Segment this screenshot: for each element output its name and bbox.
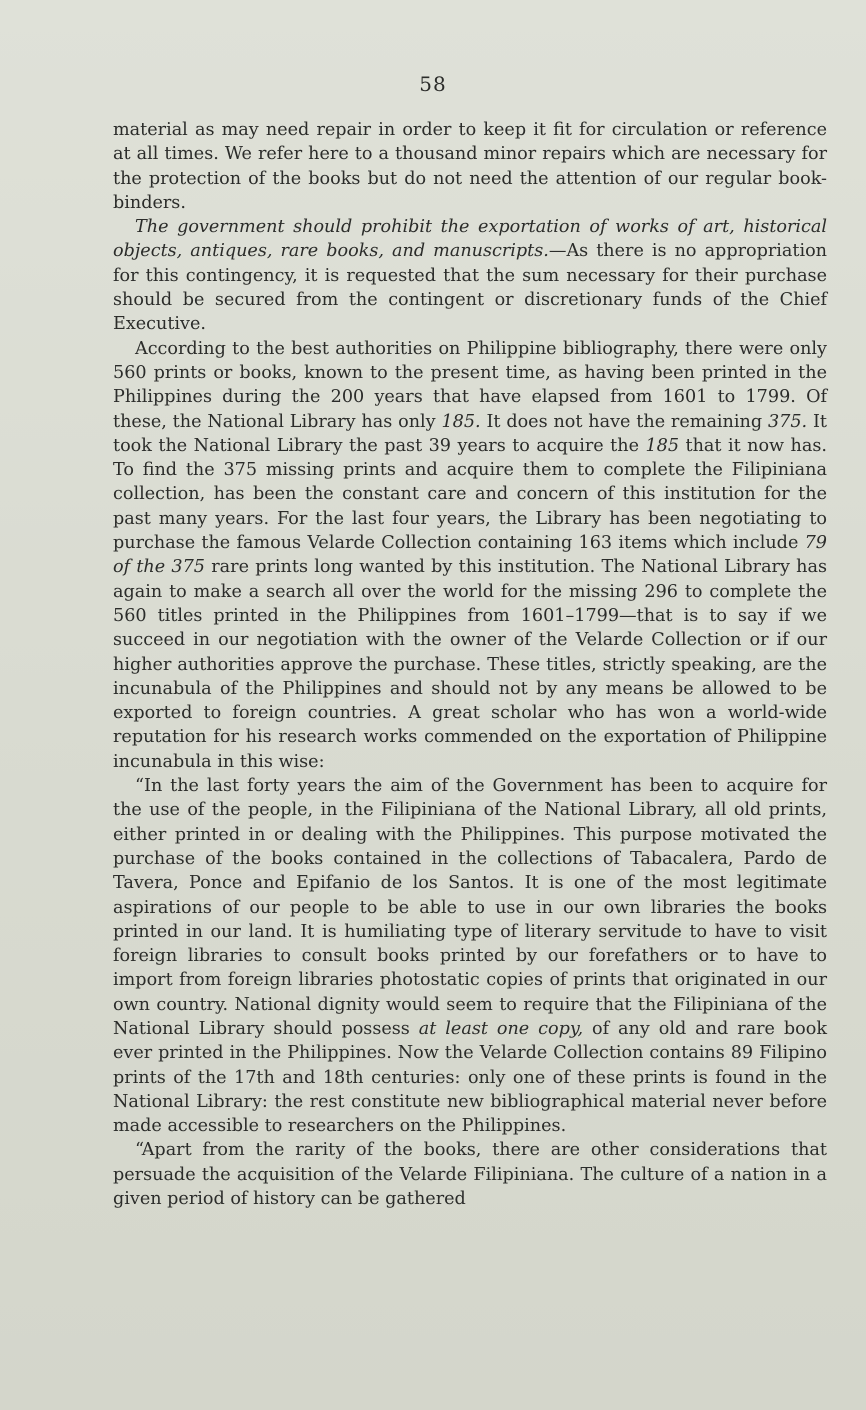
body-text (113, 118, 827, 1211)
paragraph (113, 774, 827, 1138)
paragraph (113, 215, 827, 336)
text-segment: —As there is no appropriation for this contingency, it is requested that the sum necessary for their purchase should be secured from the contingent or discretionary funds of the Chief Executive. (113, 241, 827, 335)
italic-number: 375. (767, 411, 808, 432)
paragraph (113, 1138, 827, 1211)
italic-number: 185 (645, 435, 680, 456)
text-segment: material as may need repair in order to keep it fit for circulation or reference at all times. We refer here to a thousand minor repairs which are necessary for the protection of the books but do not need the attention of our regular book-binders. (113, 120, 827, 213)
text-segment: “In the last forty years the aim of the Government has been to acquire for the use of the people, in the Filipiniana of the National Library, all old prints, either printed in or dealing with the Philippines. This purpose motivated the purchase of the books contained in the collections of Tabacalera, Pardo de Tavera, Ponce and Epifanio de los Santos. It is one of the most legitimate aspirations of our people to be able to use in our own libraries the books printed in our land. It is humiliating type of literary servitude to have to visit foreign libraries to consult books printed by our forefathers or to have to import from foreign libraries photostatic copies of prints that originated in our own country. National dignity would seem to require that the Filipiniana of the National Library should possess (113, 776, 827, 1039)
text-segment: that it now has. To find the 375 missing prints and acquire them to complete the Filipiniana collection, has been the constant care and concern of this institution for the past many years. For the last four years, the Library has been negotiating to purchase the famous Velarde Collection containing 163 items which include (113, 435, 827, 554)
italic-heading: The government should prohibit the exportation of works of art, historical objects, antiques, rare books, and manuscripts. (113, 217, 827, 262)
text-segment: “Apart from the rarity of the books, there are other considerations that persuade the acquisition of the Velarde Filipiniana. The culture of a nation in a given period of history can be gathered (113, 1140, 827, 1210)
text-segment: It does not have the remaining (480, 411, 768, 432)
text-segment: It took the National Library the past 39 years to acquire the (113, 411, 827, 456)
italic-phrase: at least one copy, (418, 1018, 584, 1039)
text-segment: of any old and rare book ever printed in the Philippines. Now the Velarde Collection contains 89 Filipino prints of the 17th and 18th centuries: only one of these prints is found in the National Library: the rest constitute new bibliographical material never before made accessible to researchers on the Philippines. (113, 1018, 827, 1137)
paragraph (113, 337, 827, 774)
text-segment: According to the best authorities on Philippine bibliography, there were only 560 prints or books, known to the present time, as having been printed in the Philippines during the 200 years that have elapsed from 1601 to 1799. Of these, the National Library has only (113, 338, 827, 432)
paragraph (113, 118, 827, 215)
text-segment: rare prints long wanted by this institution. The National Library has again to make a search all over the world for the missing 296 to complete the 560 titles printed in the Philippines from 1601–1799—that is to say if we succeed in our negotiation with the owner of the Velarde Collection or if our higher authorities approve the purchase. These titles, strictly speaking, are the incunabula of the Philippines and should not by any means be allowed to be exported to foreign countries. A great scholar who has won a world-wide reputation for his research works commended on the exportation of Philippine incunabula in this wise: (113, 557, 828, 772)
italic-phrase: 79 of the 375 (113, 533, 827, 578)
italic-number: 185. (441, 411, 481, 432)
page-number: 58 (419, 72, 447, 96)
